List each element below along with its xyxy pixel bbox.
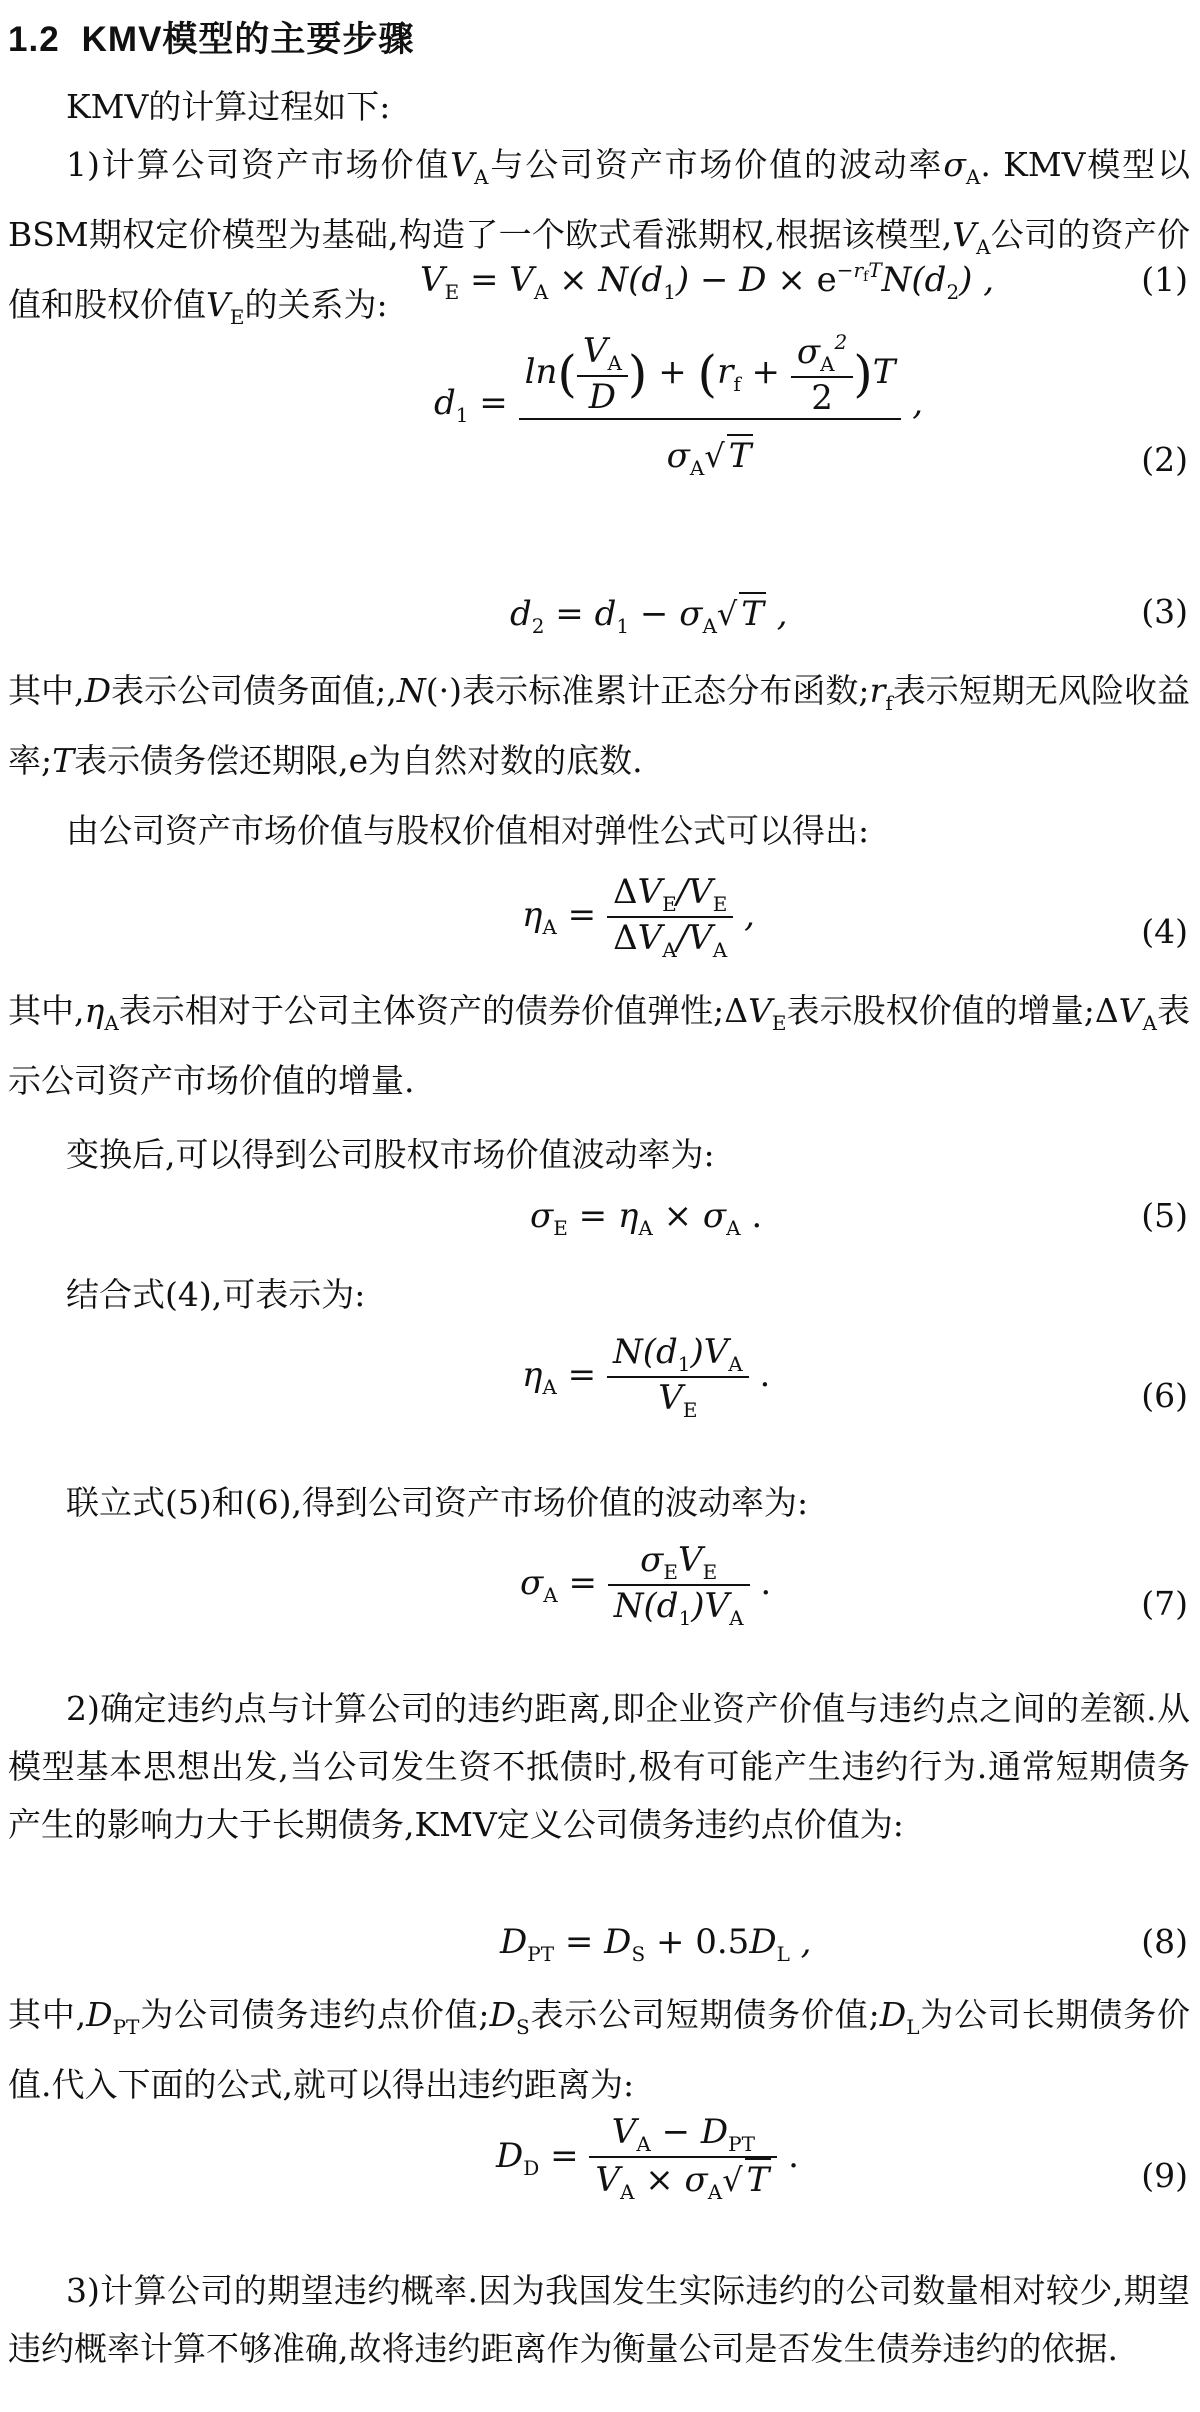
section-title: KMV模型的主要步骤 (81, 20, 415, 59)
section-number: 1.2 (8, 20, 60, 59)
where1-text-d: 表示短期无风险收益率; (8, 671, 1191, 780)
where8-text-a: 其中, (8, 1995, 87, 2034)
where-paragraph-4: 其中$,\eta_A$表示相对于公司主体资产的债券价值弹性$;\Delta V_E$表示股权价值的增量$;\Delta V_A$表示公司资产市场价值的增量. (8, 991, 1190, 1100)
step1-text-e: 的关系为: (244, 285, 388, 324)
where4-text-d: 表示公司资产市场价值的增量. (8, 991, 1190, 1100)
where8-text-d: 为公司长期债务价值.代入下面的公式,就可以得出违约距离为: (8, 1995, 1190, 2104)
elastic-intro: 由公司资产市场价值与股权价值相对弹性公式可以得出: (66, 811, 870, 850)
equation-9: $D_D$ = $\frac{V_A - D_{PT}}{V_A \times \sigma_A√ T}$ . (496, 2112, 799, 2204)
equation-number-6: (6) (1141, 1376, 1188, 1415)
step1-paragraph: 1)计算公司资产市场价值$V_A$与公司资产市场价值的波动率$\sigma_A$. KMV模型以BSM期权定价模型为基础,构造了一个欧式看涨期权,根据该模型$,V_A$公司的资产价值和股权价值$V_E$的关系为: (8, 145, 1191, 329)
where8-text-b: 为公司债务违约点价值; (139, 1995, 490, 2034)
where4-text-a: 其中, (8, 991, 85, 1030)
equation-8: $D_{PT} = D_S + 0.5D_L$ , (500, 1922, 812, 1966)
step1-text-b: 与公司资产市场价值的波动率 (488, 145, 944, 184)
where4-text-b: 表示相对于公司主体资产的债券价值弹性;Δ (118, 991, 749, 1030)
equation-2: $d_1$ = ln( $\frac{V_A}{D}$ ) + ($r_f$ + $\frac{\sigma_A^2}{2}$ )T $\sigma_A√$ T , (434, 330, 924, 480)
where-paragraph-1: 其中,D表示公司债务面值;,N(·)表示标准累计正态分布函数$;r_f$表示短期无风险收益率;T表示债务偿还期限,e为自然对数的底数. (8, 671, 1191, 780)
equation-4: $\eta_A$ = $\frac{\Delta V_E/V_E}{\Delta V_A/V_A}$ , (522, 872, 755, 962)
where8-text-c: 表示公司短期债务价值; (529, 1995, 880, 2034)
equation-3: $d_2 = d_1 - \sigma_A√$ T , (510, 594, 788, 638)
where1-text-c: (·)表示标准累计正态分布函数; (425, 671, 870, 710)
equation-number-3: (3) (1141, 592, 1188, 631)
equation-number-5: (5) (1141, 1196, 1188, 1235)
equation-1: $V_E = V_A \times N(d_1) - D \times e^{-r_fT}N(d_2)$ , (420, 258, 995, 304)
equation-number-4: (4) (1141, 912, 1188, 951)
step3-paragraph: 3)计算公司的期望违约概率.因为我国发生实际违约的公司数量相对较少,期望违约概率计算不够准确,故将违约距离作为衡量公司是否发生债券违约的依据. (8, 2271, 1190, 2368)
transform-paragraph: 变换后,可以得到公司股权市场价值波动率为: (66, 1135, 715, 1174)
where1-text-e: 表示债务偿还期限,e为自然对数的底数. (74, 741, 643, 780)
combine4-paragraph: 结合式(4),可表示为: (66, 1275, 366, 1314)
section-heading (8, 12, 414, 62)
where1-text-a: 其中, (8, 671, 85, 710)
step2-paragraph: 2)确定违约点与计算公司的违约距离,即企业资产价值与违约点之间的差额.从模型基本思想出发,当公司发生资不抵债时,极有可能产生违约行为.通常短期债务产生的影响力大于长期债务,KMV定义公司债务违约点价值为: (8, 1689, 1190, 1844)
intro-paragraph: KMV的计算过程如下: (66, 87, 391, 126)
equation-5: $\sigma_E = \eta_A \times \sigma_A$ . (530, 1196, 763, 1240)
equation-number-9: (9) (1141, 2156, 1188, 2195)
equation-6: $\eta_A$ = $\frac{N(d_1)V_A}{V_E}$ . (522, 1332, 771, 1422)
equation-number-7: (7) (1141, 1584, 1188, 1623)
where-paragraph-8: 其中$,D_{PT}$为公司债务违约点价值$;D_S$表示公司短期债务价值$;D_L$为公司长期债务价值.代入下面的公式,就可以得出违约距离为: (8, 1995, 1190, 2104)
step1-text-d: 公司的资产价值和股权价值 (8, 215, 1190, 324)
where1-text-b: 表示公司债务面值;, (111, 671, 397, 710)
where4-text-c: 表示股权价值的增量;Δ (786, 991, 1119, 1030)
step1-text-c: . KMV模型以BSM期权定价模型为基础,构造了一个欧式看涨期权,根据该模型, (8, 145, 1191, 254)
equation-number-1: (1) (1141, 260, 1188, 299)
combine56-paragraph: 联立式(5)和(6),得到公司资产市场价值的波动率为: (66, 1483, 809, 1522)
equation-7: $\sigma_A$ = $\frac{\sigma_EV_E}{N(d_1)V_A}$ . (520, 1540, 772, 1630)
equation-number-8: (8) (1141, 1922, 1188, 1961)
equation-number-2: (2) (1141, 440, 1188, 479)
step1-text-a: 1)计算公司资产市场价值 (66, 145, 451, 184)
